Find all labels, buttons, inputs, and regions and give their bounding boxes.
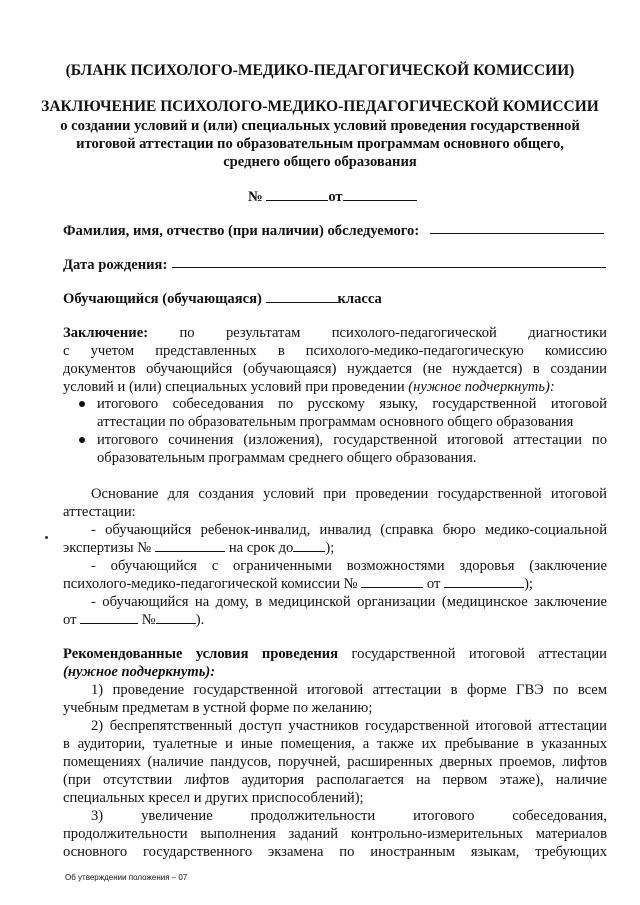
- basis-line-1: Основание для создания условий при проведении государственной итоговой: [91, 486, 607, 502]
- conclusion-line-2: с учетом представленных в психолого-медико-педагогическую комиссию: [63, 343, 607, 359]
- p1-line-1: 1) проведение государственной итоговой аттестации в форме ГВЭ по всем: [91, 682, 607, 698]
- basis-l4c: );: [325, 540, 335, 556]
- page-footer: Об утверждении положения – 07: [65, 873, 188, 882]
- conclusion-line-4: [63, 378, 555, 396]
- basis-line-6: [63, 575, 533, 593]
- basis-line-3: - обучающийся ребенок-инвалид, инвалид (справка бюро медико-социальной: [91, 522, 607, 538]
- bullet-1-line-2: аттестации по образовательным программам основного общего образования: [97, 414, 574, 430]
- basis-line-5: - обучающийся с ограниченными возможностями здоровья (заключение: [91, 558, 607, 574]
- bullet-icon: [79, 437, 85, 443]
- conclusion-line-3: документов обучающийся (обучающаяся) нуждается (не нуждается) в создании: [63, 361, 607, 377]
- bullet-icon: [79, 401, 85, 407]
- number-blank[interactable]: [266, 188, 328, 201]
- basis-l8c: ).: [195, 612, 205, 628]
- certificate-number-blank[interactable]: [155, 539, 225, 552]
- number-from: от: [328, 189, 343, 205]
- fio-blank[interactable]: [430, 221, 604, 234]
- term-blank[interactable]: [293, 539, 325, 552]
- pmpk-date-blank[interactable]: [444, 575, 524, 588]
- subtitle-line-3: среднего общего образования: [223, 154, 417, 170]
- subtitle-line-2: итоговой аттестации по образовательным программам основного общего,: [76, 136, 564, 152]
- conclusion-word: психолого-педагогической: [331, 325, 497, 341]
- subtitle-line-1: о создании условий и (или) специальных условий проведения государственной: [60, 118, 580, 134]
- basis-line-2: аттестации:: [63, 504, 136, 520]
- p2-line-3: помещениях (наличие пандусов, поручней, расширенных дверных проемов, лифтов: [63, 754, 607, 770]
- recommended-line-1: [63, 645, 607, 663]
- conclusion-line-1: [63, 324, 607, 342]
- blank-title: (БЛАНК ПСИХОЛОГО-МЕДИКО-ПЕДАГОГИЧЕСКОЙ КОМИССИИ): [65, 62, 575, 79]
- pmpk-number-blank[interactable]: [361, 575, 423, 588]
- p2-line-1: 2) беспрепятственный доступ участников государственной итоговой аттестации: [91, 718, 607, 734]
- recommended-italic: (нужное подчеркнуть):: [63, 664, 216, 680]
- number-line: [248, 188, 417, 206]
- student-line: [63, 290, 382, 308]
- basis-l6c: );: [524, 576, 533, 592]
- basis-l6a: психолого-медико-педагогической комиссии №: [63, 576, 358, 592]
- p2-line-4: (при отсутствии лифтов аудитория располагается на первом этаже), наличие: [63, 772, 607, 788]
- number-prefix: №: [248, 189, 263, 205]
- basis-l8a: от: [63, 612, 77, 628]
- fio-label: Фамилия, имя, отчество (при наличии) обследуемого:: [63, 223, 420, 239]
- dob-blank[interactable]: [172, 255, 606, 268]
- p2-line-2: в аудитории, туалетные и иные помещения, а также их пребывание в указанных: [63, 736, 607, 752]
- medical-number-blank[interactable]: [156, 611, 196, 624]
- basis-l8b: №: [141, 612, 156, 628]
- conclusion-line-4-text: условий и (или) специальных условий при проведении: [63, 379, 405, 395]
- recommended-bold: Рекомендованные условия проведения: [63, 646, 339, 662]
- class-label: класса: [337, 291, 382, 307]
- bullet-2-line-1: итогового сочинения (изложения), государственной итоговой аттестации по: [97, 432, 607, 448]
- medical-date-blank[interactable]: [80, 611, 138, 624]
- conclusion-label: Заключение:: [63, 325, 149, 341]
- basis-l6b: от: [426, 576, 441, 592]
- p1-line-2: учебным предметам в устной форме по желанию;: [63, 700, 373, 716]
- main-title: ЗАКЛЮЧЕНИЕ ПСИХОЛОГО-МЕДИКО-ПЕДАГОГИЧЕСКОЙ КОМИССИИ: [41, 98, 599, 115]
- conclusion-word: результатам: [225, 325, 301, 341]
- p3-line-2: продолжительности выполнения заданий контрольно-измерительных материалов: [63, 826, 607, 842]
- conclusion-word: диагностики: [528, 325, 607, 341]
- p3-line-3: основного государственного экзамена по иностранным языкам, требующих: [63, 844, 607, 860]
- dob-label: Дата рождения:: [63, 257, 168, 273]
- basis-l4a: экспертизы №: [63, 540, 152, 556]
- class-blank[interactable]: [266, 290, 338, 303]
- conclusion-word: по: [179, 325, 195, 341]
- conclusion-line-4-italic: (нужное подчеркнуть):: [408, 379, 555, 395]
- bullet-2-line-2: образовательным программам среднего общего образования.: [97, 450, 477, 466]
- basis-line-7: - обучающийся на дому, в медицинской организации (медицинское заключение: [91, 594, 607, 610]
- p3-line-1: 3) увеличение продолжительности итогового собеседования,: [91, 808, 607, 824]
- date-blank[interactable]: [343, 188, 417, 201]
- scan-speck: [45, 536, 48, 539]
- basis-l4b: на срок до: [228, 540, 294, 556]
- p2-line-5: специальных кресел и других приспособлений);: [63, 790, 364, 806]
- bullet-1-line-1: итогового собеседования по русскому языку, государственной итоговой: [97, 396, 607, 412]
- basis-line-8: [63, 611, 204, 629]
- recommended-rest: государственной итоговой аттестации: [351, 646, 607, 662]
- basis-line-4: [63, 539, 334, 557]
- student-label: Обучающийся (обучающаяся): [63, 291, 262, 307]
